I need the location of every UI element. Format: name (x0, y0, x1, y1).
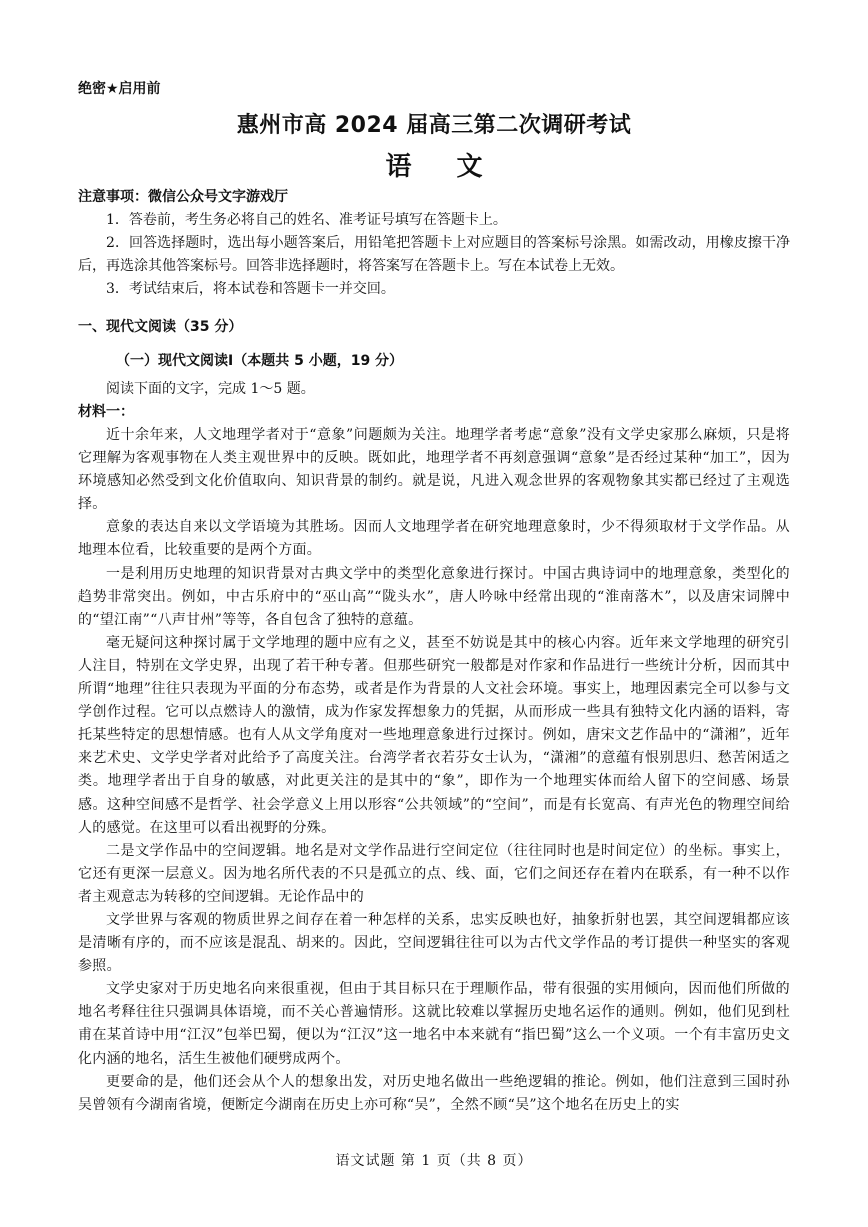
notice-item-3: 3．考试结束后，将本试卷和答题卡一并交回。 (106, 281, 395, 297)
passage-paragraph: 文学世界与客观的物质世界之间存在着一种怎样的关系，忠实反映也好，抽象折射也罢，其空间逻辑都应该是清晰有序的，而不应该是混乱、胡来的。因此，空间逻辑往往可以为古代文学作品的考订提供一种坚实的客观参照。 (78, 911, 790, 975)
material-label: 材料一： (78, 404, 134, 420)
section-title: 一、现代文阅读（35 分） (78, 319, 243, 335)
reading-instruction: 阅读下面的文字，完成 1～5 题。 (106, 381, 315, 397)
passage-paragraph: 二是文学作品中的空间逻辑。地名是对文学作品进行空间定位（往往同时也是时间定位）的坐标。事实上，它还有更深一层意义。因为地名所代表的不只是孤立的点、线、面，它们之间还存在着内在联系，有一种不以作者主观意志为转移的空间逻辑。无论作品中的 (78, 842, 790, 905)
secret-mark: 绝密★启用前 (78, 81, 161, 97)
subsection-title: （一）现代文阅读Ⅰ（本题共 5 小题，19 分） (116, 353, 404, 369)
passage-paragraph: 意象的表达自来以文学语境为其胜场。因而人文地理学者在研究地理意象时，少不得须取材于文学作品。从地理本位看，比较重要的是两个方面。 (78, 519, 790, 559)
notice-block (78, 186, 790, 301)
passage-body (78, 424, 790, 1117)
passage-paragraph: 近十余年来，人文地理学者对于“意象”问题颇为关注。地理学者考虑“意象”没有文学史家那么麻烦，只是将它理解为客观事物在人类主观世界中的反映。既如此，地理学者不再刻意强调“意象”是否经过某种“加工”，因为环境感知必然受到文化价值取向、知识背景的制约。就是说，凡进入观念世界的客观物象其实都已经过了主观选择。 (78, 427, 790, 513)
page-footer: 语文试题 第 1 页（共 8 页） (335, 1153, 533, 1169)
passage-paragraph: 更要命的是，他们还会从个人的想象出发，对历史地名做出一些绝逻辑的推论。例如，他们注意到三国时孙吴曾领有今湖南省境，便断定今湖南在历史上亦可称“吴”，全然不顾“吴”这个地名在历史上的实 (78, 1073, 790, 1113)
passage-paragraph: 文学史家对于历史地名向来很重视，但由于其目标只在于理顺作品，带有很强的实用倾向，因而他们所做的地名考释往往只强调具体语境，而不关心普遍情形。这就比较难以掌握历史地名运作的通则。例如，他们见到杜甫在某首诗中用“江汉”包举巴蜀，便以为“江汉”这一地名中本来就有“指巴蜀”这么一个义项。一个有丰富历史文化内涵的地名，活生生被他们硬劈成两个。 (78, 981, 790, 1067)
notice-heading: 注意事项：微信公众号文字游戏厅 (78, 189, 288, 205)
notice-item-2: 2．回答选择题时，选出每小题答案后，用铅笔把答题卡上对应题目的答案标号涂黑。如需改动，用橡皮擦干净后，再选涂其他答案标号。回答非选择题时，将答案写在答题卡上。写在本试卷上无效。 (78, 235, 790, 274)
notice-item-1: 1．答卷前，考生务必将自己的姓名、准考证号填写在答题卡上。 (106, 212, 507, 228)
exam-title: 惠州市高 2024 届高三第二次调研考试 (236, 113, 632, 138)
passage-paragraph: 毫无疑问这种探讨属于文学地理的题中应有之义，甚至不妨说是其中的核心内容。近年来文学地理的研究引人注目，特别在文学史界，出现了若干种专著。但那些研究一般都是对作家和作品进行一些统计分析，因而其中所谓“地理”往往只表现为平面的分布态势，或者是作为背景的人文社会环境。事实上，地理因素完全可以参与文学创作过程。它可以点燃诗人的激情，成为作家发挥想象力的凭据，从而形成一些具有独特文化内涵的语料，寄托某些特定的思想情感。也有人从文学角度对一些地理意象进行过探讨。例如，唐宋文艺作品中的“潇湘”，近年来艺术史、文学史学者对此给予了高度关注。台湾学者衣若芬女士认为，“潇湘”的意蕴有恨别思归、愁苦闲适之类。地理学者出于自身的敏感，对此更关注的是其中的“象”，即作为一个地理实体而给人留下的空间感、场景感。这种空间感不是哲学、社会学意义上用以形容“公共领域”的“空间”，而是有长宽高、有声光色的物理空间给人的感觉。在这里可以看出视野的分殊。 (78, 634, 790, 836)
subject-title: 语 文 (385, 152, 501, 182)
passage-paragraph: 一是利用历史地理的知识背景对古典文学中的类型化意象进行探讨。中国古典诗词中的地理意象，类型化的趋势非常突出。例如，中古乐府中的“巫山高”“陇头水”，唐人吟咏中经常出现的“淮南落木”，以及唐宋词牌中的“望江南”“八声甘州”等等，各自包含了独特的意蕴。 (78, 565, 790, 628)
